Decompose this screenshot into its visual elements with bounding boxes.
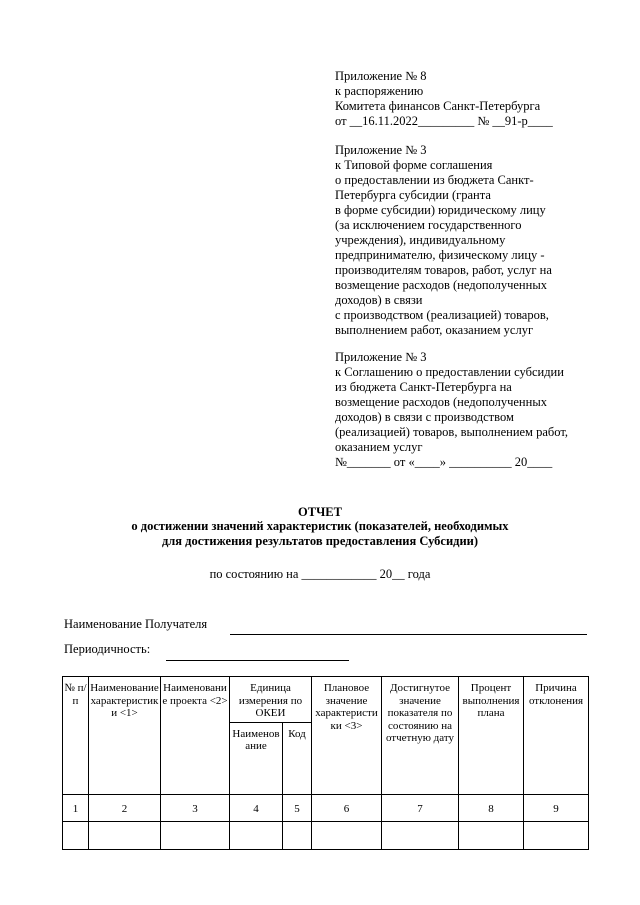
appendix-8-header (335, 69, 553, 129)
table-header-row (63, 677, 589, 723)
appendix-3-form-header (335, 143, 552, 338)
appendix-3-agreement-line: (реализацией) товаров, выполнением работ, (335, 425, 568, 439)
appendix-3-agreement-line: к Соглашению о предоставлении субсидии (335, 365, 564, 379)
appendix-3-agreement-line: оказанием услуг (335, 440, 423, 454)
appendix-8-line: к распоряжению (335, 84, 424, 98)
column-number: 5 (283, 794, 312, 822)
col-header-unit-name: Наименование (230, 722, 283, 794)
col-header-characteristic: Наименование характеристики <1> (89, 677, 161, 795)
appendix-3-agreement-line: из бюджета Санкт-Петербурга на (335, 380, 512, 394)
report-subtitle: для достижения результатов предоставления Субсидии) (161, 534, 479, 548)
appendix-3-agreement-line: доходов) в связи с производством (335, 410, 514, 424)
appendix-3-agreement-line: возмещение расходов (недополученных (335, 395, 547, 409)
col-header-planned: Плановое значение характеристики <3> (312, 677, 382, 795)
recipient-name-line[interactable] (230, 634, 587, 635)
appendix-3-form-line: с производством (реализацией) товаров, (335, 308, 549, 322)
col-header-project: Наименование проекта <2> (161, 677, 230, 795)
table-column-number-row (63, 794, 589, 822)
table-cell[interactable] (382, 822, 459, 850)
appendix-3-agreement-header (335, 350, 568, 470)
table-cell[interactable] (459, 822, 524, 850)
appendix-8-line: от __16.11.2022_________ № __91-р____ (335, 114, 553, 128)
appendix-3-form-line: Петербурга субсидии (гранта (335, 188, 491, 202)
col-header-num: № п/п (63, 677, 89, 795)
table-row (63, 822, 589, 850)
appendix-3-agreement-line: №_______ от «____» __________ 20____ (335, 455, 553, 469)
table-cell[interactable] (230, 822, 283, 850)
col-header-achieved: Достигнутое значение показателя по состоянию на отчетную дату (382, 677, 459, 795)
column-number: 4 (230, 794, 283, 822)
report-subtitle: о достижении значений характеристик (показателей, необходимых (131, 519, 509, 533)
appendix-3-form-line: учреждения), индивидуальному (335, 233, 506, 247)
appendix-3-form-line: (за исключением государственного (335, 218, 522, 232)
appendix-3-form-line: производителям товаров, работ, услуг на (335, 263, 552, 277)
appendix-3-form-line: к Типовой форме соглашения (335, 158, 493, 172)
periodicity-line[interactable] (166, 660, 349, 661)
appendix-3-form-line: предпринимателю, физическому лицу - (335, 248, 545, 262)
table-cell[interactable] (312, 822, 382, 850)
column-number: 3 (161, 794, 230, 822)
table-cell[interactable] (63, 822, 89, 850)
column-number: 2 (89, 794, 161, 822)
appendix-3-form-line: возмещение расходов (недополученных (335, 278, 547, 292)
column-number: 8 (459, 794, 524, 822)
column-number: 1 (63, 794, 89, 822)
table-cell[interactable] (283, 822, 312, 850)
col-header-reason: Причина отклонения (524, 677, 589, 795)
col-header-unit: Единица измерения по ОКЕИ (230, 677, 312, 723)
report-table (62, 676, 589, 850)
report-as-of-date: по состоянию на ____________ 20__ года (209, 567, 431, 581)
table-cell[interactable] (161, 822, 230, 850)
recipient-label: Наименование Получателя (64, 617, 208, 631)
appendix-8-line: Комитета финансов Санкт-Петербурга (335, 99, 541, 113)
appendix-3-form-line: доходов) в связи (335, 293, 423, 307)
table-cell[interactable] (89, 822, 161, 850)
column-number: 9 (524, 794, 589, 822)
table-cell[interactable] (524, 822, 589, 850)
col-header-unit-code: Код (283, 722, 312, 794)
appendix-8-line: Приложение № 8 (335, 69, 427, 83)
appendix-3-form-line: Приложение № 3 (335, 143, 427, 157)
column-number: 7 (382, 794, 459, 822)
col-header-percent: Процент выполнения плана (459, 677, 524, 795)
periodicity-label: Периодичность: (64, 642, 151, 656)
appendix-3-form-line: о предоставлении из бюджета Санкт- (335, 173, 534, 187)
appendix-3-agreement-line: Приложение № 3 (335, 350, 427, 364)
report-title: ОТЧЕТ (298, 505, 342, 519)
appendix-3-form-line: выполнением работ, оказанием услуг (335, 323, 534, 337)
appendix-3-form-line: в форме субсидии) юридическому лицу (335, 203, 546, 217)
column-number: 6 (312, 794, 382, 822)
